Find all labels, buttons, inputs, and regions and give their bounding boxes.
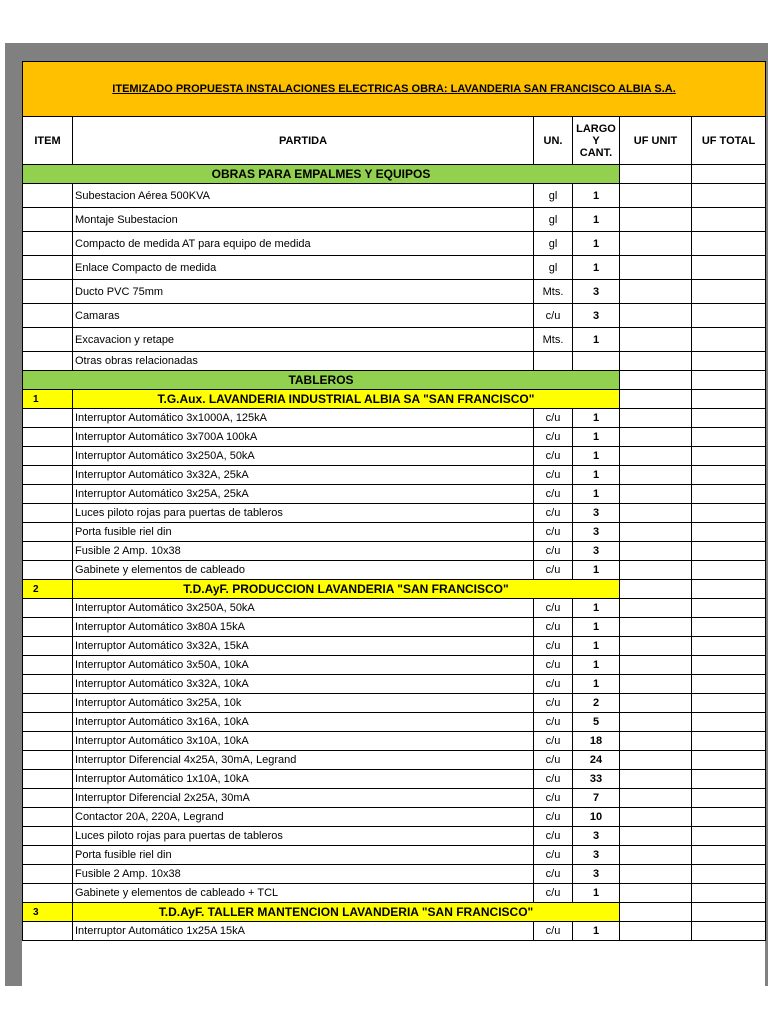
partida-cell: Interruptor Diferencial 2x25A, 30mA — [73, 789, 534, 808]
item-cell — [23, 466, 73, 485]
unit-cell: c/u — [534, 485, 573, 504]
unit-cell: c/u — [534, 599, 573, 618]
quantity-cell: 1 — [573, 428, 620, 447]
uf-unit-cell — [620, 485, 692, 504]
uf-unit-cell — [620, 580, 692, 599]
quantity-cell: 33 — [573, 770, 620, 789]
uf-total-cell — [692, 580, 766, 599]
unit-cell: c/u — [534, 675, 573, 694]
item-cell — [23, 656, 73, 675]
table-row — [23, 713, 766, 732]
uf-unit-cell — [620, 789, 692, 808]
section-header-row — [23, 371, 766, 390]
item-cell — [23, 675, 73, 694]
unit-cell: gl — [534, 232, 573, 256]
uf-unit-cell — [620, 637, 692, 656]
quantity-cell: 1 — [573, 466, 620, 485]
table-row — [23, 884, 766, 903]
uf-unit-cell — [620, 352, 692, 371]
quantity-cell: 3 — [573, 846, 620, 865]
uf-total-cell — [692, 846, 766, 865]
unit-cell: c/u — [534, 523, 573, 542]
table-row — [23, 208, 766, 232]
uf-total-cell — [692, 466, 766, 485]
item-cell — [23, 447, 73, 466]
uf-unit-cell — [620, 542, 692, 561]
partida-cell: Interruptor Automático 3x50A, 10kA — [73, 656, 534, 675]
unit-cell: gl — [534, 208, 573, 232]
unit-cell: c/u — [534, 409, 573, 428]
partida-cell: Interruptor Automático 1x10A, 10kA — [73, 770, 534, 789]
uf-unit-cell — [620, 808, 692, 827]
uf-unit-cell — [620, 208, 692, 232]
partida-cell: Interruptor Automático 3x32A, 10kA — [73, 675, 534, 694]
uf-total-cell — [692, 390, 766, 409]
table-row — [23, 428, 766, 447]
uf-total-cell — [692, 770, 766, 789]
unit-cell: c/u — [534, 428, 573, 447]
header-item: ITEM — [23, 117, 73, 165]
table-row — [23, 694, 766, 713]
group-title: T.D.AyF. PRODUCCION LAVANDERIA "SAN FRANCISCO" — [73, 580, 620, 599]
table-row — [23, 751, 766, 770]
uf-unit-cell — [620, 256, 692, 280]
uf-total-cell — [692, 789, 766, 808]
section-title: OBRAS PARA EMPALMES Y EQUIPOS — [23, 165, 620, 184]
uf-total-cell — [692, 903, 766, 922]
group-header-row — [23, 580, 766, 599]
partida-cell: Interruptor Automático 3x25A, 10k — [73, 694, 534, 713]
table-row — [23, 466, 766, 485]
quantity-cell: 1 — [573, 618, 620, 637]
section-header-row — [23, 165, 766, 184]
table-row — [23, 280, 766, 304]
header-uf-total: UF TOTAL — [692, 117, 766, 165]
partida-cell: Interruptor Automático 3x80A 15kA — [73, 618, 534, 637]
unit-cell: gl — [534, 256, 573, 280]
uf-unit-cell — [620, 390, 692, 409]
unit-cell: c/u — [534, 447, 573, 466]
sheet-left-border — [5, 43, 22, 986]
uf-unit-cell — [620, 599, 692, 618]
uf-total-cell — [692, 751, 766, 770]
sheet-top-border — [5, 43, 768, 61]
quantity-cell: 3 — [573, 865, 620, 884]
partida-cell: Camaras — [73, 304, 534, 328]
uf-unit-cell — [620, 846, 692, 865]
uf-total-cell — [692, 599, 766, 618]
item-cell — [23, 232, 73, 256]
table-row — [23, 865, 766, 884]
uf-total-cell — [692, 732, 766, 751]
item-cell — [23, 732, 73, 751]
table-row — [23, 675, 766, 694]
quantity-cell: 3 — [573, 827, 620, 846]
table-row — [23, 808, 766, 827]
uf-unit-cell — [620, 304, 692, 328]
item-cell — [23, 184, 73, 208]
unit-cell: c/u — [534, 808, 573, 827]
uf-unit-cell — [620, 409, 692, 428]
table-row — [23, 770, 766, 789]
uf-total-cell — [692, 208, 766, 232]
quantity-cell: 1 — [573, 561, 620, 580]
uf-unit-cell — [620, 328, 692, 352]
uf-total-cell — [692, 637, 766, 656]
uf-unit-cell — [620, 922, 692, 941]
uf-unit-cell — [620, 504, 692, 523]
group-number: 3 — [23, 903, 73, 922]
item-cell — [23, 485, 73, 504]
item-cell — [23, 256, 73, 280]
itemized-table — [22, 61, 766, 941]
unit-cell: c/u — [534, 770, 573, 789]
uf-unit-cell — [620, 732, 692, 751]
uf-total-cell — [692, 485, 766, 504]
table-row — [23, 523, 766, 542]
unit-cell: c/u — [534, 827, 573, 846]
uf-total-cell — [692, 618, 766, 637]
item-cell — [23, 808, 73, 827]
item-cell — [23, 304, 73, 328]
item-cell — [23, 789, 73, 808]
group-title: T.D.AyF. TALLER MANTENCION LAVANDERIA "SAN FRANCISCO" — [73, 903, 620, 922]
partida-cell: Interruptor Automático 1x25A 15kA — [73, 922, 534, 941]
group-header-row — [23, 390, 766, 409]
partida-cell: Gabinete y elementos de cableado — [73, 561, 534, 580]
table-row — [23, 561, 766, 580]
uf-total-cell — [692, 447, 766, 466]
unit-cell: c/u — [534, 846, 573, 865]
table-row — [23, 656, 766, 675]
item-cell — [23, 846, 73, 865]
item-cell — [23, 352, 73, 371]
section-title: TABLEROS — [23, 371, 620, 390]
uf-unit-cell — [620, 751, 692, 770]
item-cell — [23, 618, 73, 637]
item-cell — [23, 827, 73, 846]
quantity-cell: 2 — [573, 694, 620, 713]
unit-cell: c/u — [534, 542, 573, 561]
quantity-cell: 1 — [573, 184, 620, 208]
partida-cell: Interruptor Automático 3x10A, 10kA — [73, 732, 534, 751]
uf-total-cell — [692, 523, 766, 542]
header-uf-unit: UF UNIT — [620, 117, 692, 165]
uf-total-cell — [692, 884, 766, 903]
uf-total-cell — [692, 165, 766, 184]
item-cell — [23, 694, 73, 713]
uf-total-cell — [692, 561, 766, 580]
quantity-cell: 3 — [573, 542, 620, 561]
item-cell — [23, 751, 73, 770]
partida-cell: Luces piloto rojas para puertas de tableros — [73, 827, 534, 846]
item-cell — [23, 523, 73, 542]
partida-cell: Interruptor Automático 3x250A, 50kA — [73, 447, 534, 466]
item-cell — [23, 428, 73, 447]
uf-total-cell — [692, 656, 766, 675]
partida-cell: Interruptor Automático 3x250A, 50kA — [73, 599, 534, 618]
quantity-cell: 3 — [573, 280, 620, 304]
partida-cell: Interruptor Diferencial 4x25A, 30mA, Legrand — [73, 751, 534, 770]
partida-cell: Fusible 2 Amp. 10x38 — [73, 865, 534, 884]
item-cell — [23, 328, 73, 352]
unit-cell: c/u — [534, 656, 573, 675]
quantity-cell: 18 — [573, 732, 620, 751]
table-row — [23, 352, 766, 371]
quantity-cell: 24 — [573, 751, 620, 770]
unit-cell: c/u — [534, 865, 573, 884]
quantity-cell: 1 — [573, 409, 620, 428]
table-row — [23, 409, 766, 428]
table-row — [23, 447, 766, 466]
uf-unit-cell — [620, 694, 692, 713]
partida-cell: Interruptor Automático 3x700A 100kA — [73, 428, 534, 447]
unit-cell: c/u — [534, 561, 573, 580]
unit-cell: Mts. — [534, 280, 573, 304]
uf-total-cell — [692, 504, 766, 523]
partida-cell: Enlace Compacto de medida — [73, 256, 534, 280]
table-row — [23, 618, 766, 637]
quantity-cell — [573, 352, 620, 371]
uf-total-cell — [692, 371, 766, 390]
quantity-cell: 1 — [573, 256, 620, 280]
table-row — [23, 304, 766, 328]
header-partida: PARTIDA — [73, 117, 534, 165]
table-row — [23, 732, 766, 751]
uf-unit-cell — [620, 280, 692, 304]
header-largo-cant — [573, 117, 620, 165]
partida-cell: Otras obras relacionadas — [73, 352, 534, 371]
table-row — [23, 599, 766, 618]
uf-total-cell — [692, 922, 766, 941]
uf-unit-cell — [620, 523, 692, 542]
uf-unit-cell — [620, 656, 692, 675]
title-row — [23, 62, 766, 117]
quantity-cell: 7 — [573, 789, 620, 808]
group-number: 2 — [23, 580, 73, 599]
uf-total-cell — [692, 280, 766, 304]
table-row — [23, 789, 766, 808]
quantity-cell: 1 — [573, 675, 620, 694]
quantity-cell: 1 — [573, 656, 620, 675]
unit-cell: c/u — [534, 637, 573, 656]
unit-cell: c/u — [534, 713, 573, 732]
quantity-cell: 1 — [573, 637, 620, 656]
header-row — [23, 117, 766, 165]
quantity-cell: 1 — [573, 485, 620, 504]
quantity-cell: 3 — [573, 523, 620, 542]
item-cell — [23, 542, 73, 561]
unit-cell: c/u — [534, 694, 573, 713]
table-row — [23, 827, 766, 846]
unit-cell: gl — [534, 184, 573, 208]
uf-unit-cell — [620, 827, 692, 846]
partida-cell: Subestacion Aérea 500KVA — [73, 184, 534, 208]
partida-cell: Interruptor Automático 3x32A, 25kA — [73, 466, 534, 485]
uf-total-cell — [692, 352, 766, 371]
unit-cell: c/u — [534, 751, 573, 770]
uf-unit-cell — [620, 865, 692, 884]
uf-unit-cell — [620, 184, 692, 208]
uf-unit-cell — [620, 447, 692, 466]
item-cell — [23, 280, 73, 304]
group-number: 1 — [23, 390, 73, 409]
partida-cell: Gabinete y elementos de cableado + TCL — [73, 884, 534, 903]
group-header-row — [23, 903, 766, 922]
uf-unit-cell — [620, 770, 692, 789]
uf-total-cell — [692, 827, 766, 846]
unit-cell: c/u — [534, 884, 573, 903]
table-row — [23, 256, 766, 280]
item-cell — [23, 713, 73, 732]
uf-total-cell — [692, 304, 766, 328]
uf-unit-cell — [620, 675, 692, 694]
uf-unit-cell — [620, 561, 692, 580]
partida-cell: Luces piloto rojas para puertas de tableros — [73, 504, 534, 523]
partida-cell: Montaje Subestacion — [73, 208, 534, 232]
document-title: ITEMIZADO PROPUESTA INSTALACIONES ELECTRICAS OBRA: LAVANDERIA SAN FRANCISCO ALBIA S.A. — [23, 62, 766, 117]
uf-total-cell — [692, 409, 766, 428]
table-row — [23, 504, 766, 523]
partida-cell: Porta fusible riel din — [73, 523, 534, 542]
item-cell — [23, 504, 73, 523]
uf-total-cell — [692, 542, 766, 561]
item-cell — [23, 561, 73, 580]
unit-cell: c/u — [534, 922, 573, 941]
header-un: UN. — [534, 117, 573, 165]
partida-cell: Porta fusible riel din — [73, 846, 534, 865]
quantity-cell: 1 — [573, 447, 620, 466]
quantity-cell: 5 — [573, 713, 620, 732]
item-cell — [23, 922, 73, 941]
partida-cell: Interruptor Automático 3x32A, 15kA — [73, 637, 534, 656]
quantity-cell: 1 — [573, 884, 620, 903]
table-row — [23, 184, 766, 208]
table-row — [23, 232, 766, 256]
uf-total-cell — [692, 256, 766, 280]
unit-cell: c/u — [534, 504, 573, 523]
quantity-cell: 3 — [573, 504, 620, 523]
partida-cell: Interruptor Automático 3x1000A, 125kA — [73, 409, 534, 428]
uf-unit-cell — [620, 371, 692, 390]
uf-unit-cell — [620, 232, 692, 256]
unit-cell: c/u — [534, 304, 573, 328]
uf-total-cell — [692, 184, 766, 208]
partida-cell: Compacto de medida AT para equipo de medida — [73, 232, 534, 256]
quantity-cell: 1 — [573, 599, 620, 618]
quantity-cell: 3 — [573, 304, 620, 328]
unit-cell: c/u — [534, 789, 573, 808]
table-row — [23, 542, 766, 561]
item-cell — [23, 409, 73, 428]
item-cell — [23, 599, 73, 618]
partida-cell: Excavacion y retape — [73, 328, 534, 352]
table-row — [23, 846, 766, 865]
uf-total-cell — [692, 808, 766, 827]
unit-cell: Mts. — [534, 328, 573, 352]
item-cell — [23, 208, 73, 232]
uf-unit-cell — [620, 713, 692, 732]
partida-cell: Interruptor Automático 3x16A, 10kA — [73, 713, 534, 732]
partida-cell: Fusible 2 Amp. 10x38 — [73, 542, 534, 561]
item-cell — [23, 865, 73, 884]
quantity-cell: 1 — [573, 232, 620, 256]
table-row — [23, 637, 766, 656]
uf-total-cell — [692, 428, 766, 447]
partida-cell: Contactor 20A, 220A, Legrand — [73, 808, 534, 827]
uf-total-cell — [692, 713, 766, 732]
uf-unit-cell — [620, 466, 692, 485]
unit-cell — [534, 352, 573, 371]
uf-unit-cell — [620, 884, 692, 903]
header-largo-label: LARGO Y CANT. — [576, 122, 616, 159]
item-cell — [23, 770, 73, 789]
item-cell — [23, 884, 73, 903]
quantity-cell: 10 — [573, 808, 620, 827]
uf-total-cell — [692, 694, 766, 713]
table-row — [23, 485, 766, 504]
uf-unit-cell — [620, 428, 692, 447]
uf-total-cell — [692, 675, 766, 694]
uf-unit-cell — [620, 165, 692, 184]
unit-cell: c/u — [534, 466, 573, 485]
partida-cell: Interruptor Automático 3x25A, 25kA — [73, 485, 534, 504]
quantity-cell: 1 — [573, 328, 620, 352]
uf-total-cell — [692, 865, 766, 884]
item-cell — [23, 637, 73, 656]
uf-unit-cell — [620, 903, 692, 922]
unit-cell: c/u — [534, 732, 573, 751]
partida-cell: Ducto PVC 75mm — [73, 280, 534, 304]
uf-total-cell — [692, 328, 766, 352]
table-row — [23, 328, 766, 352]
uf-total-cell — [692, 232, 766, 256]
quantity-cell: 1 — [573, 208, 620, 232]
table-row — [23, 922, 766, 941]
uf-unit-cell — [620, 618, 692, 637]
top-margin — [0, 0, 768, 43]
group-title: T.G.Aux. LAVANDERIA INDUSTRIAL ALBIA SA "SAN FRANCISCO" — [73, 390, 620, 409]
quantity-cell: 1 — [573, 922, 620, 941]
unit-cell: c/u — [534, 618, 573, 637]
